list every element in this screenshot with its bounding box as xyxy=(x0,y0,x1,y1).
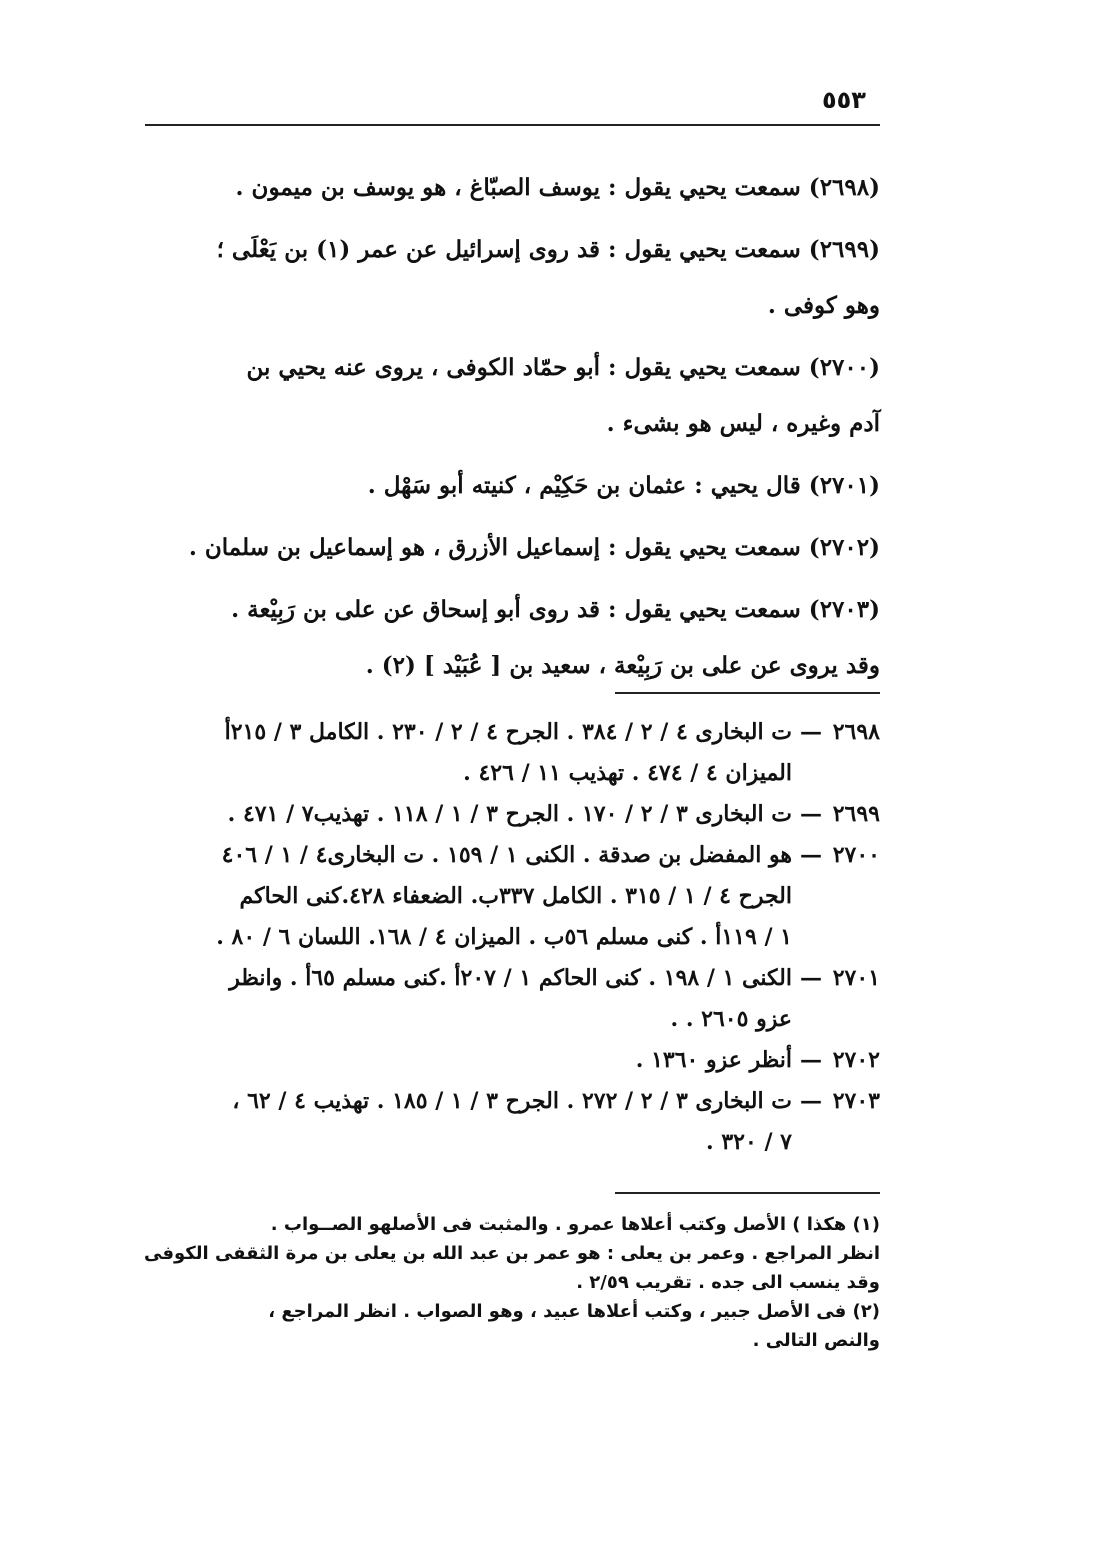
reference-item xyxy=(145,958,880,1040)
reference-line: الجرح ٤ / ١ / ٣١٥ . الكامل ٣٣٧ب. الضعفاء ٤٢٨.كنى الحاكم xyxy=(239,883,792,909)
references-list xyxy=(145,712,880,1163)
reference-line: ت البخارى ٤ / ٢ / ٣٨٤ . الجرح ٤ / ٢ / ٢٣٠ . الكامل ٣ / ٢١٥أ xyxy=(224,719,792,745)
reference-number: ٢٧٠٢ xyxy=(832,1047,880,1073)
reference-item xyxy=(145,712,880,794)
footnote-line: والنص التالى . xyxy=(752,1330,880,1351)
entry-2700 xyxy=(145,340,880,452)
entry-line: سمعت يحيي يقول : قد روى أبو إسحاق عن على بن رَبِيْعة . xyxy=(231,596,801,623)
entry-line: آدم وغيره ، ليس هو بشىء . xyxy=(606,410,880,437)
references-separator xyxy=(615,692,880,694)
reference-dash: — xyxy=(800,1088,822,1114)
reference-line: الكنى ١ / ١٩٨ . كنى الحاكم ١ / ٢٠٧أ .كنى مسلم ٦٥أ . وانظر xyxy=(229,965,792,991)
entry-line: وقد يروى عن على بن رَبِيْعة ، سعيد بن [ عُبَيْد ] (٢) . xyxy=(365,652,880,679)
reference-number: ٢٧٠١ xyxy=(832,965,880,991)
entry-2702 xyxy=(145,520,880,576)
footnote-line: انظر المراجع . وعمر بن يعلى : هو عمر بن عبد الله بن يعلى بن مرة الثقفى الكوفى xyxy=(144,1243,880,1264)
entry-number: (٢٦٩٩) xyxy=(808,236,880,263)
reference-line: عزو ٢٦٠٥ . . xyxy=(670,1006,792,1032)
reference-item xyxy=(145,794,880,835)
reference-dash: — xyxy=(800,1047,822,1073)
footnote-line: (١) هكذا ) الأصل وكتب أعلاها عمرو . والمثبت فى الأصلهو الصــواب . xyxy=(270,1214,880,1235)
header-rule xyxy=(145,124,880,126)
reference-dash: — xyxy=(800,801,822,827)
reference-body xyxy=(145,835,792,958)
entry-line: سمعت يحيي يقول : يوسف الصبّاغ ، هو يوسف بن ميمون . xyxy=(235,174,801,201)
main-text xyxy=(145,160,880,700)
reference-item xyxy=(145,1081,880,1163)
entry-number: (٢٦٩٨) xyxy=(808,174,880,201)
footnote-2 xyxy=(135,1297,880,1355)
reference-line: أنظر عزو ١٣٦٠ . xyxy=(635,1047,792,1073)
footnote-line: وقد ينسب الى جده . تقريب ٢/٥٩ . xyxy=(576,1272,880,1293)
footnote-line: (٢) فى الأصل جبير ، وكتب أعلاها عبيد ، وهو الصواب . انظر المراجع ، xyxy=(268,1301,880,1322)
entry-2698 xyxy=(145,160,880,216)
entry-number: (٢٧٠٣) xyxy=(808,596,880,623)
entry-line: قال يحيي : عثمان بن حَكِيْم ، كنيته أبو سَهْل . xyxy=(367,472,801,499)
reference-item xyxy=(145,1040,880,1081)
page-number: ٥٥٣ xyxy=(822,86,866,114)
footnotes-separator xyxy=(615,1192,880,1194)
reference-line: الميزان ٤ / ٤٧٤ . تهذيب ١١ / ٤٢٦ . xyxy=(463,760,792,786)
reference-dash: — xyxy=(800,842,822,868)
reference-body xyxy=(145,794,792,835)
reference-dash: — xyxy=(800,965,822,991)
reference-body xyxy=(145,1081,792,1163)
reference-number: ٢٦٩٩ xyxy=(832,801,880,827)
entry-number: (٢٧٠٠) xyxy=(808,354,880,381)
entry-number: (٢٧٠١) xyxy=(808,472,880,499)
reference-body xyxy=(145,958,792,1040)
reference-line: ت البخارى ٣ / ٢ / ٢٧٢ . الجرح ٣ / ١ / ١٨٥ . تهذيب ٤ / ٦٢ ، xyxy=(232,1088,792,1114)
footnote-1 xyxy=(135,1210,880,1297)
reference-dash: — xyxy=(800,719,822,745)
entry-line: سمعت يحيي يقول : إسماعيل الأزرق ، هو إسماعيل بن سلمان . xyxy=(188,534,801,561)
reference-line: ت البخارى ٣ / ٢ / ١٧٠ . الجرح ٣ / ١ / ١١٨ . تهذيب٧ / ٤٧١ . xyxy=(227,801,792,827)
entry-2701 xyxy=(145,458,880,514)
entry-line: سمعت يحيي يقول : قد روى إسرائيل عن عمر (١) بن يَعْلَى ؛ xyxy=(216,236,801,263)
reference-line: ١ / ١١٩أ . كنى مسلم ٥٦ب . الميزان ٤ / ١٦٨. اللسان ٦ / ٨٠ . xyxy=(216,924,792,950)
reference-body xyxy=(145,712,792,794)
reference-item xyxy=(145,835,880,958)
reference-number: ٢٦٩٨ xyxy=(832,719,880,745)
reference-body xyxy=(145,1040,792,1081)
entry-line: وهو كوفى . xyxy=(767,292,880,319)
reference-line: ٧ / ٣٢٠ . xyxy=(706,1129,792,1155)
entry-number: (٢٧٠٢) xyxy=(808,534,880,561)
reference-number: ٢٧٠٣ xyxy=(832,1088,880,1114)
reference-number: ٢٧٠٠ xyxy=(832,842,880,868)
reference-line: هو المفضل بن صدقة . الكنى ١ / ١٥٩ . ت البخارى٤ / ١ / ٤٠٦ xyxy=(221,842,792,868)
entry-line: سمعت يحيي يقول : أبو حمّاد الكوفى ، يروى عنه يحيي بن xyxy=(246,354,801,381)
entry-2699 xyxy=(145,222,880,334)
footnotes xyxy=(135,1210,880,1355)
entry-2703 xyxy=(145,582,880,694)
